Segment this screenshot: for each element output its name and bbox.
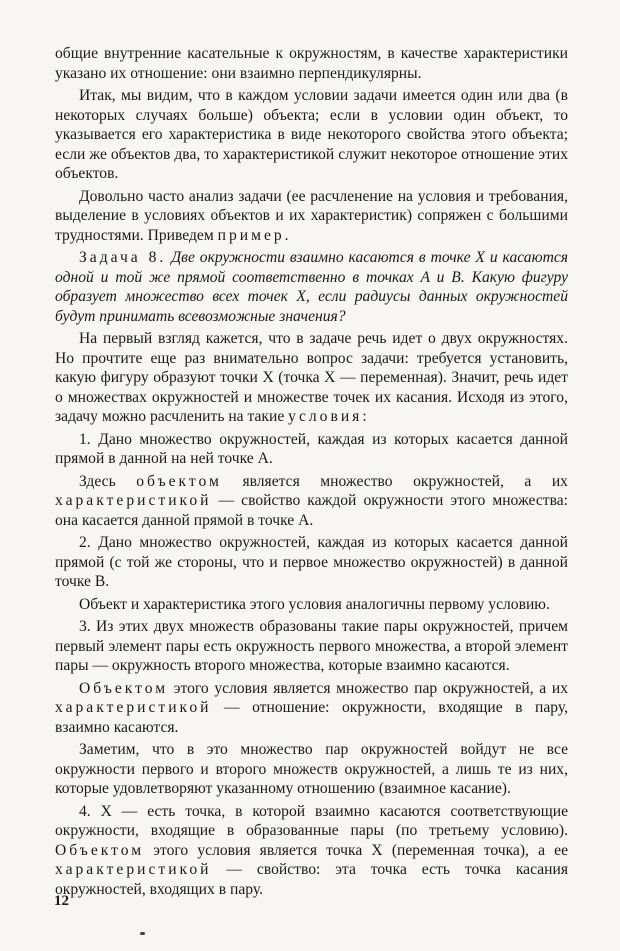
problem-8 (55, 248, 568, 326)
p11-part-d: — отношение: окружности, входящие в пару, взаимно касаются. (55, 699, 568, 736)
spaced-word-object: объектом (136, 472, 222, 490)
p7-part-a: Здесь (79, 472, 137, 490)
paragraph-5-text: На первый взгляд кажется, что в задаче речь идет о двух окружностях. Но прочтите еще раз внимательно вопрос задачи: требуется установить, какую фигуру образуют точки X (точка X — переменная). Значит, речь идет о множествах окружностей и множестве точек их касания. Исходя из этого, задачу можно расчленить на такие (55, 330, 568, 425)
paragraph-7 (55, 472, 568, 531)
paragraph-9: Объект и характеристика этого условия аналогичны первому условию. (79, 595, 550, 613)
condition-2: 2. Дано множество окружностей, каждая из которых касается данной прямой (с той же стороны, что и первое множество окружностей) в данной точке B. (55, 534, 568, 590)
spaced-word-characteristic: характеристикой (55, 861, 212, 878)
condition-4 (55, 802, 568, 900)
paragraph-11 (55, 679, 568, 738)
page-text (55, 44, 568, 902)
paragraph-12: Заметим, что в это множество пар окружностей войдут не все окружности первого и второго множеств окружностей, а лишь те из них, которые удовлетворяют указанному отношению (взаимное касание). (55, 741, 568, 797)
page-number: 12 (54, 893, 69, 909)
spaced-word-characteristic: характеристикой (55, 492, 212, 509)
p13-part-c: этого условия является точка X (переменная точка), а ее (144, 841, 568, 859)
paragraph-2: Итак, мы видим, что в каждом условии задачи имеется один или два (в некоторых случаях больше) объекта; если в условии один объект, то указывается его характеристика в виде некоторого свойства этого объекта; если же объектов два, то характеристикой служит некоторое отношение этих объектов. (55, 87, 568, 182)
problem-label: Задача 8. (79, 249, 167, 266)
spaced-word-characteristic: характеристикой (55, 699, 212, 716)
p7-part-e: — свойство каждой окружности этого множества: она касается данной прямой в точке A. (55, 492, 568, 529)
p11-part-b: этого условия является множество пар окружностей, а их (168, 679, 568, 697)
p13-part-a: 4. X — есть точка, в которой взаимно касаются соответствующие окружности, входящие в образованные пары (по третьему условию). (55, 802, 568, 839)
paragraph-1: общие внутренние касательные к окружностям, в качестве характеристики указано их отношение: они взаимно перпендикулярны. (55, 45, 568, 82)
spaced-word-example: пример. (217, 226, 292, 244)
condition-1: 1. Дано множество окружностей, каждая из которых касается данной прямой в данной на ней точке A. (55, 430, 568, 467)
problem-statement: Две окружности взаимно касаются в точке X и касаются одной и той же прямой соответственно в точках A и B. Какую фигуру образует множество всех точек X, если радиусы данных окружностей будут принимать всевозможные значения? (55, 249, 568, 325)
spaced-word-conditions: условия: (288, 408, 370, 425)
spaced-word-object: Объектом (79, 679, 169, 697)
condition-3: 3. Из этих двух множеств образованы такие пары окружностей, причем первый элемент пары есть окружность первого множества, а второй элемент пары — окружность второго множества, которые взаимно касаются. (55, 618, 568, 674)
paragraph-5 (55, 329, 568, 427)
scan-speck (140, 932, 145, 935)
paragraph-3 (55, 187, 568, 246)
paragraph-3-text: Довольно часто анализ задачи (ее расчленение на условия и требования, выделение в условиях объектов и их характеристик) сопряжен с большими трудностями. Приведем (55, 187, 568, 244)
spaced-word-object: Объектом (55, 841, 145, 859)
p7-part-c: является множество окружностей, а их (221, 472, 568, 490)
p13-part-e: — свойство: эта точка есть точка касания окружностей, входящих в пару. (55, 861, 568, 898)
